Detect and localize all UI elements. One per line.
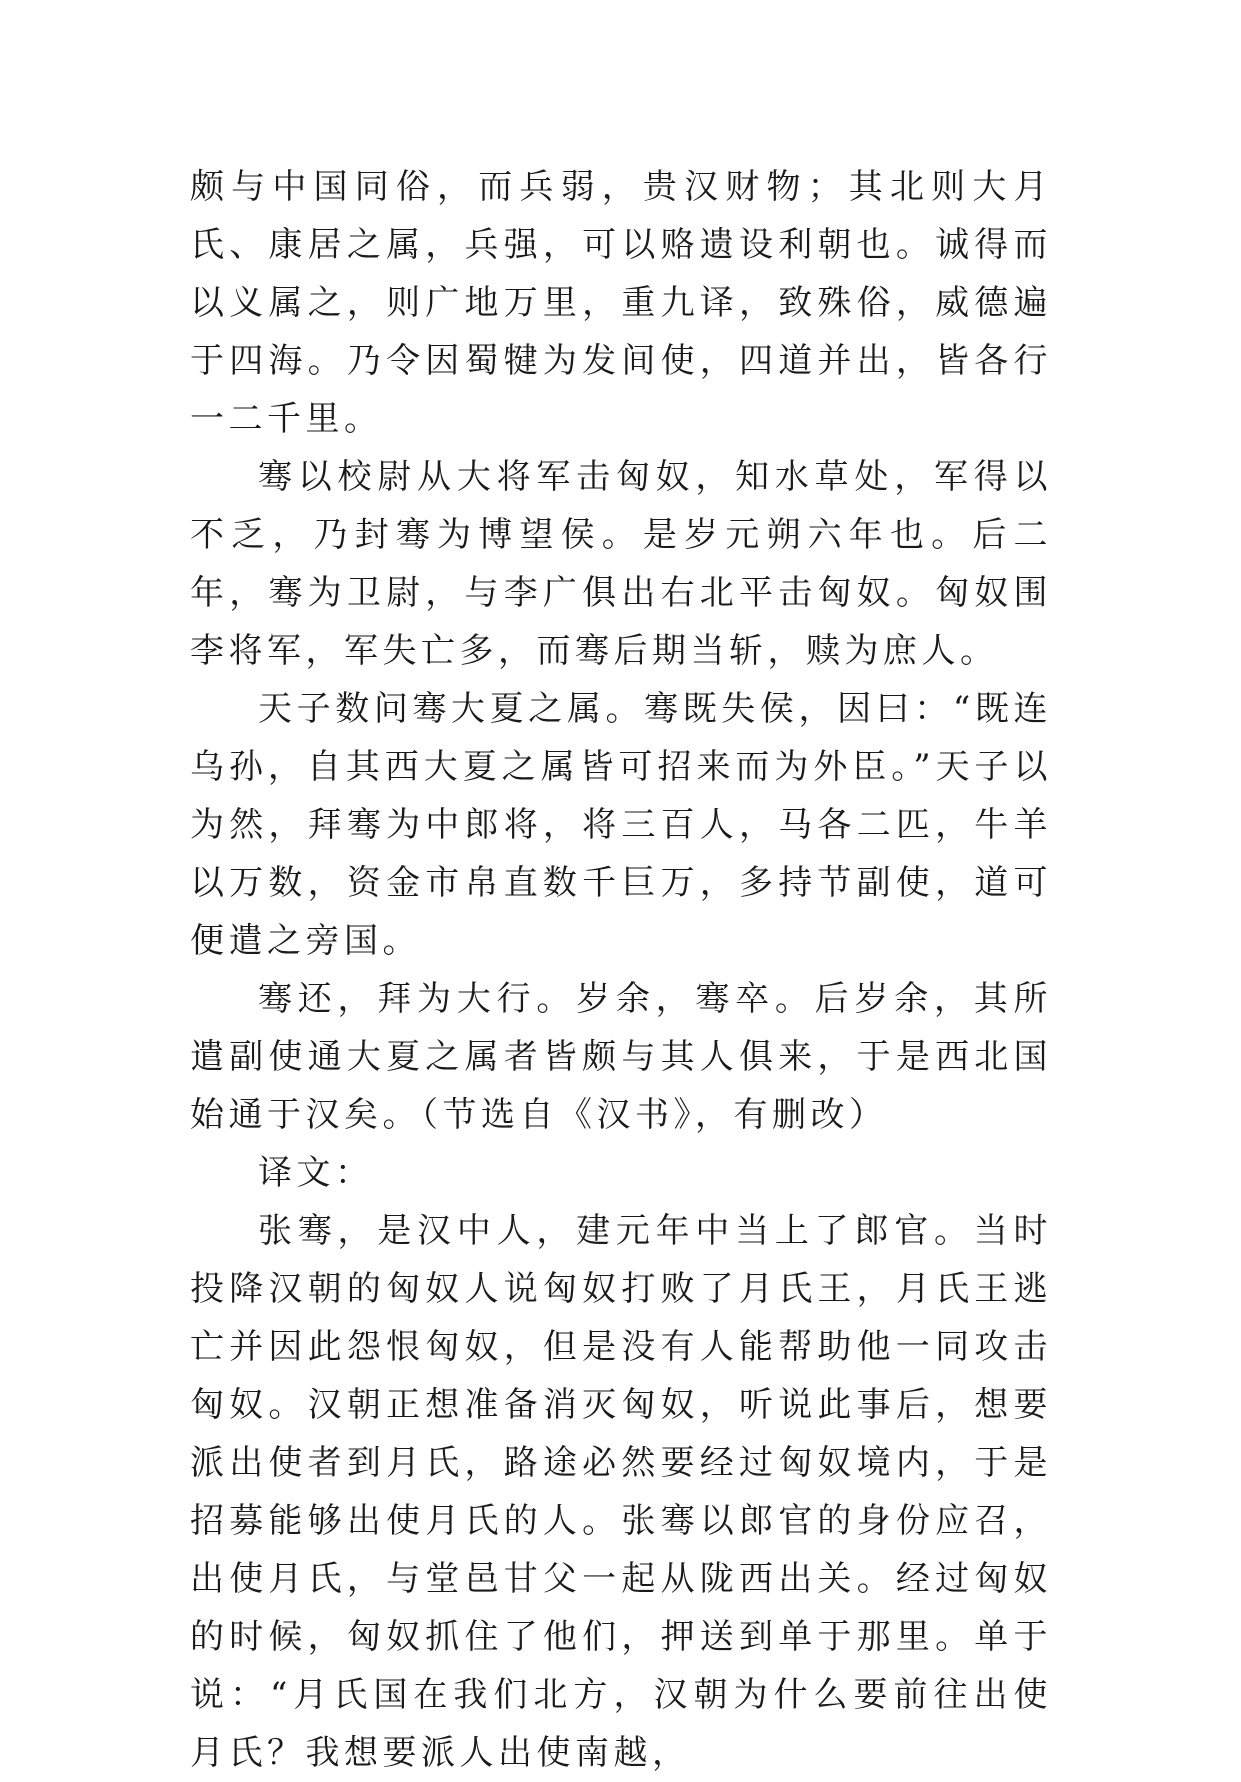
paragraph-emperor-asks: 天子数问骞大夏之属。骞既失侯，因曰：“既连乌孙，自其西大夏之属皆可招来而为外臣。”天子以为然，拜骞为中郎将，将三百人，马各二匹，牛羊以万数，资金市帛直数千巨万，多持节副使，道可便遣之旁国。: [190, 689, 1052, 961]
paragraph-continuation: 颇与中国同俗，而兵弱，贵汉财物；其北则大月氏、康居之属，兵强，可以赂遗设利朝也。诚得而以义属之，则广地万里，重九译，致殊俗，威德遍于四海。乃令因蜀犍为发间使，四道并出，皆各行一二千里。: [190, 167, 1052, 439]
body-text: [190, 158, 1052, 1782]
translation-heading: 译文：: [258, 1153, 374, 1193]
paragraph-return-and-death: 骞还，拜为大行。岁余，骞卒。后岁余，其所遣副使通大夏之属者皆颇与其人俱来，于是西北国始通于汉矣。（节选自《汉书》，有删改）: [190, 979, 1052, 1135]
paragraph-translation: 张骞，是汉中人，建元年中当上了郎官。当时投降汉朝的匈奴人说匈奴打败了月氏王，月氏王逃亡并因此怨恨匈奴，但是没有人能帮助他一同攻击匈奴。汉朝正想准备消灭匈奴，听说此事后，想要派出使者到月氏，路途必然要经过匈奴境内，于是招募能够出使月氏的人。张骞以郎官的身份应召，出使月氏，与堂邑甘父一起从陇西出关。经过匈奴的时候，匈奴抓住了他们，押送到单于那里。单于说：“月氏国在我们北方，汉朝为什么要前往出使月氏？我想要派人出使南越，: [190, 1211, 1052, 1773]
paragraph-zhang-qian-marquis: 骞以校尉从大将军击匈奴，知水草处，军得以不乏，乃封骞为博望侯。是岁元朔六年也。后二年，骞为卫尉，与李广俱出右北平击匈奴。匈奴围李将军，军失亡多，而骞后期当斩，赎为庶人。: [190, 457, 1052, 671]
